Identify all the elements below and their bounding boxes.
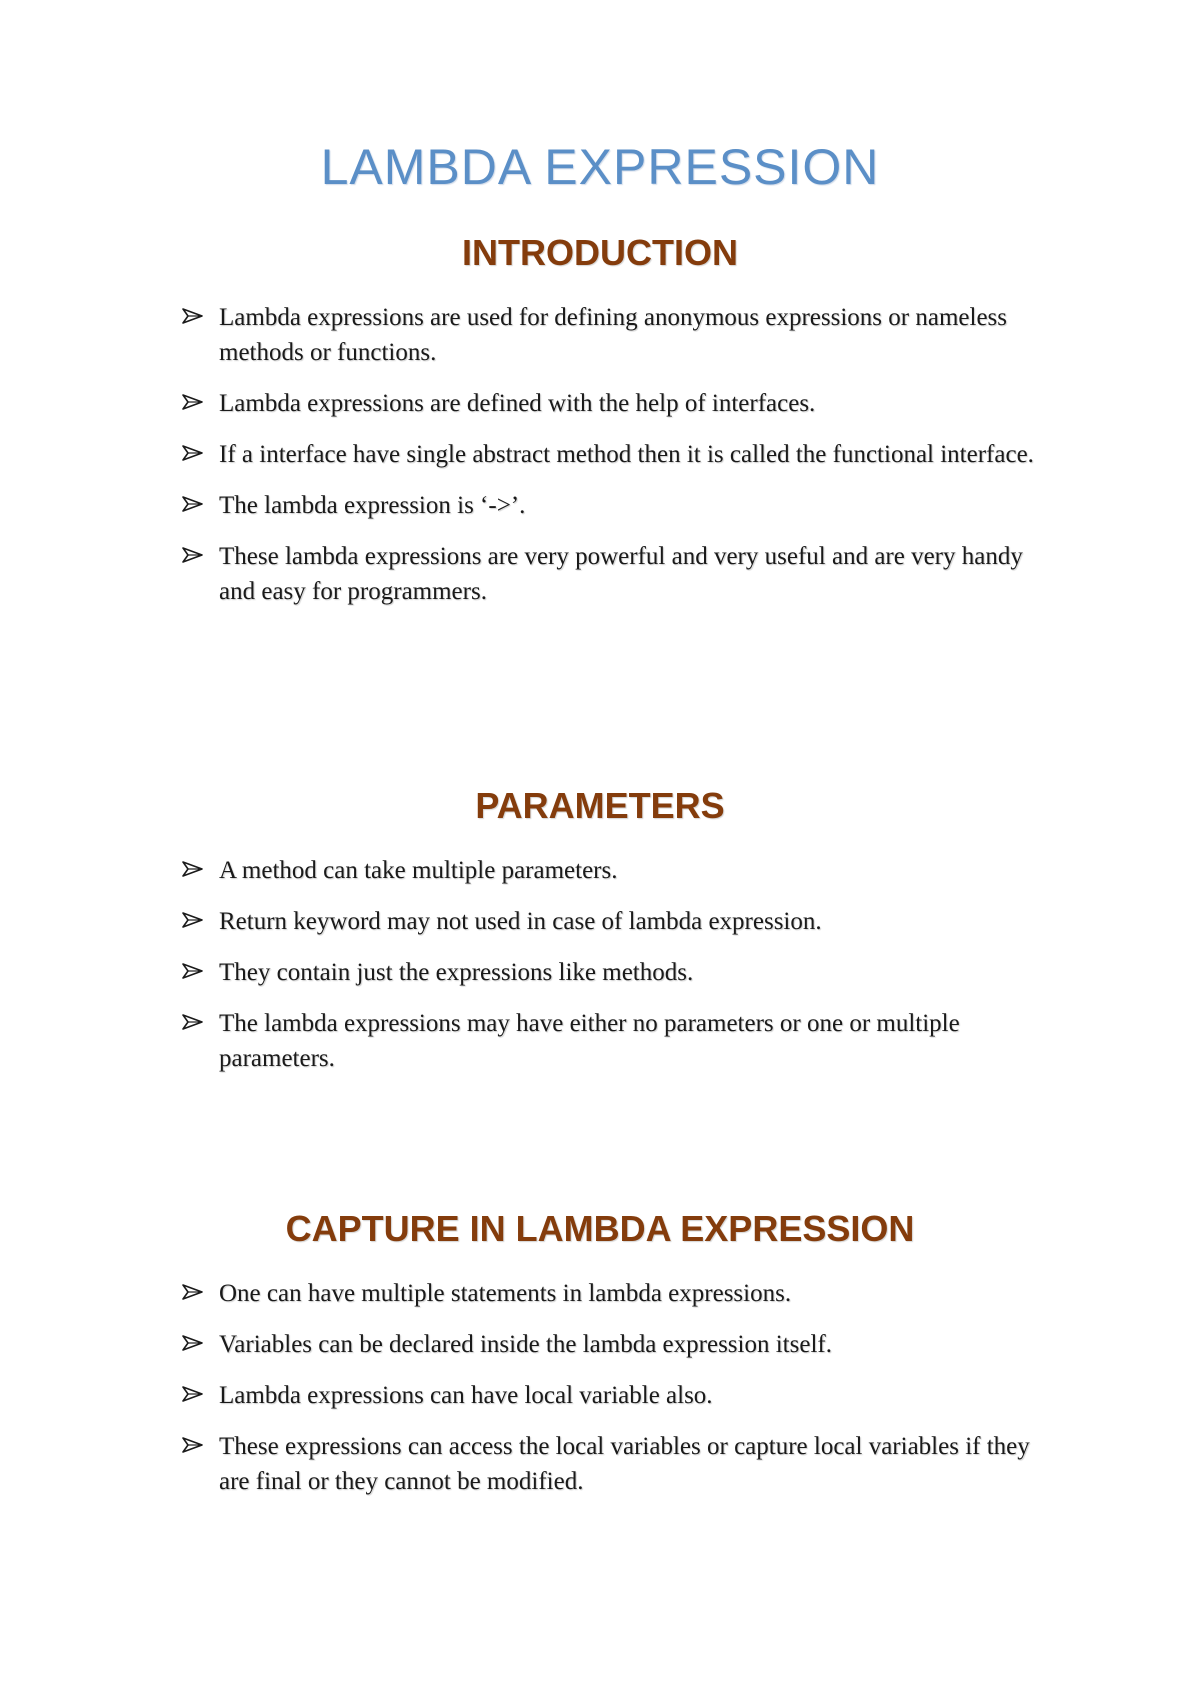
bullet-list [0, 1276, 1062, 1499]
arrow-bullet-icon [182, 1276, 206, 1311]
list-item [182, 1327, 1062, 1362]
arrow-bullet-icon [182, 386, 206, 421]
list-item-text: If a interface have single abstract method then it is called the functional interface. [219, 441, 1034, 468]
document-title: LAMBDA EXPRESSION [320, 139, 880, 195]
section-parameters [0, 785, 1200, 1092]
list-item [182, 386, 1062, 421]
arrow-bullet-icon [182, 1429, 206, 1464]
arrow-bullet-icon [182, 853, 206, 888]
list-item-text: Variables can be declared inside the lambda expression itself. [219, 1331, 832, 1358]
section-heading: INTRODUCTION [462, 232, 738, 273]
arrow-bullet-icon [182, 955, 206, 990]
list-item-text: One can have multiple statements in lambda expressions. [219, 1280, 792, 1307]
list-item [182, 300, 1062, 370]
arrow-bullet-icon [182, 539, 206, 574]
arrow-bullet-icon [182, 437, 206, 472]
arrow-bullet-icon [182, 904, 206, 939]
list-item-text: These expressions can access the local variables or capture local variables if they are final or they cannot be modified. [219, 1433, 1030, 1495]
list-item-text: Return keyword may not used in case of lambda expression. [219, 908, 822, 935]
list-item-text: They contain just the expressions like methods. [219, 959, 694, 986]
arrow-bullet-icon [182, 1006, 206, 1041]
list-item-text: The lambda expression is ‘->’. [219, 492, 526, 519]
list-item [182, 853, 1062, 888]
arrow-bullet-icon [182, 300, 206, 335]
list-item-text: Lambda expressions are defined with the help of interfaces. [219, 390, 816, 417]
section-heading: PARAMETERS [475, 785, 725, 826]
list-item [182, 1276, 1062, 1311]
list-item-text: These lambda expressions are very powerful and very useful and are very handy and easy for programmers. [219, 543, 1023, 605]
arrow-bullet-icon [182, 488, 206, 523]
list-item [182, 539, 1062, 609]
list-item [182, 437, 1062, 472]
list-item [182, 488, 1062, 523]
bullet-list [0, 300, 1062, 609]
list-item-text: Lambda expressions are used for defining anonymous expressions or nameless methods or functions. [219, 304, 1008, 366]
section-capture [0, 1208, 1200, 1515]
bullet-list [0, 853, 1062, 1076]
list-item-text: A method can take multiple parameters. [219, 857, 618, 884]
arrow-bullet-icon [182, 1327, 206, 1362]
section-introduction [0, 232, 1200, 625]
list-item [182, 1006, 1062, 1076]
list-item [182, 955, 1062, 990]
list-item [182, 904, 1062, 939]
section-heading: CAPTURE IN LAMBDA EXPRESSION [285, 1208, 915, 1249]
list-item [182, 1378, 1062, 1413]
list-item-text: The lambda expressions may have either no parameters or one or multiple parameters. [219, 1010, 960, 1072]
list-item [182, 1429, 1062, 1499]
arrow-bullet-icon [182, 1378, 206, 1413]
list-item-text: Lambda expressions can have local variable also. [219, 1382, 713, 1409]
